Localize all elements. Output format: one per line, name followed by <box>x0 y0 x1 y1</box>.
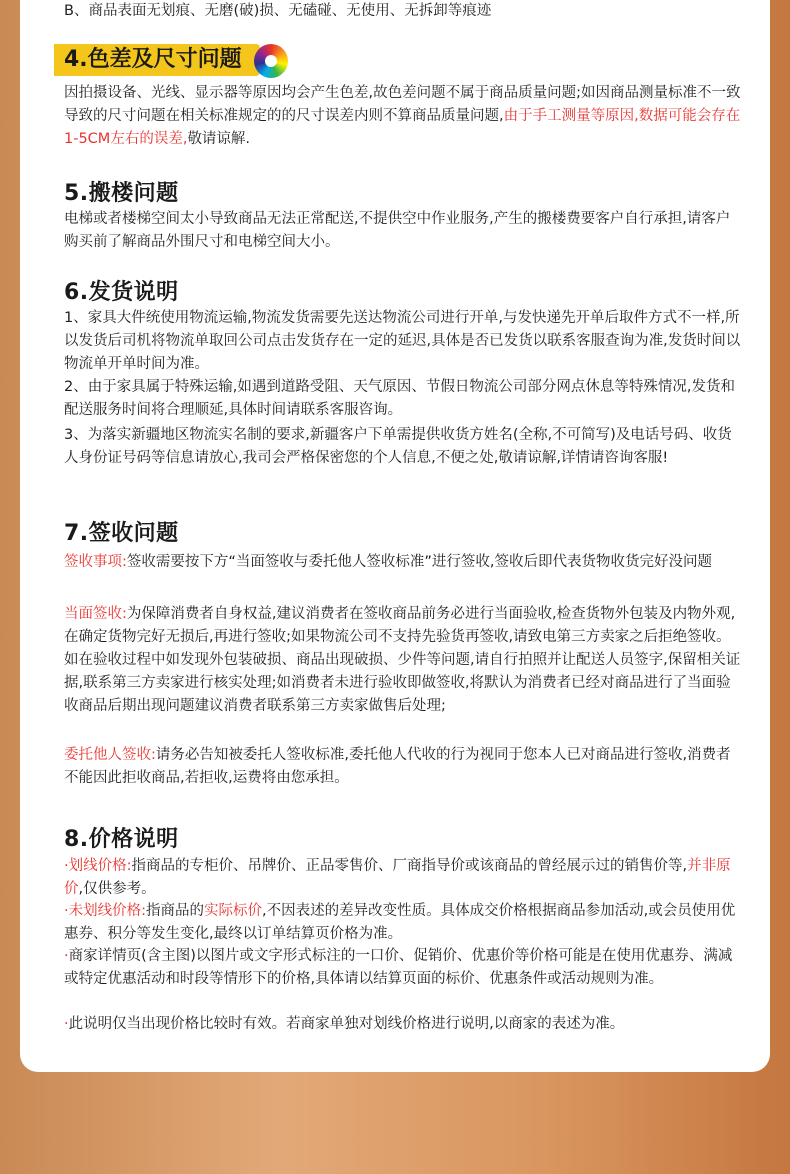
section-6-item-1: 1、家具大件统使用物流运输,物流发货需要先送达物流公司进行开单,与发快递先开单后取件方式不一样,所以发货后司机将物流单取回公司点击发货存在一定的延迟,具体是否已发货以联系客服查询为准,发货时间以物流单开单时间为准。 <box>64 310 741 372</box>
price-item-2: ·未划线价格:指商品的实际标价,不因表述的差异改变性质。具体成交价格根据商品参加活动,或会员使用优惠券、积分等发生变化,最终以订单结算页价格为准。 <box>64 903 736 942</box>
section-6-item-3: 3、为落实新疆地区物流实名制的要求,新疆客户下单需提供收货方姓名(全称,不可简写)及电话号码、收货人身份证号码等信息请放心,我司会严格保密您的个人信息,不便之处,敬请谅解,详情请咨询客服! <box>64 427 732 466</box>
section-5-text: 电梯或者楼梯空间太小导致商品无法正常配送,不提供空中作业服务,产生的搬楼费要客户自行承担,请客户购买前了解商品外围尺寸和电梯空间大小。 <box>64 211 731 250</box>
price-item-1: ·划线价格:指商品的专柜价、吊牌价、正品零售价、厂商指导价或该商品的曾经展示过的销售价等,并非原价,仅供参考。 <box>64 858 731 897</box>
proxy-sign: 委托他人签收:请务必告知被委托人签收标准,委托他人代收的行为视同于您本人已对商品进行签收,消费者不能因此拒收商品,若拒收,运费将由您承担。 <box>64 747 731 786</box>
condition-line: B、商品表面无划痕、无磨(破)损、无磕碰、无使用、无拆卸等痕迹 <box>64 3 492 19</box>
price-item-4: ·此说明仅当出现价格比较时有效。若商家单独对划线价格进行说明,以商家的表述为准。 <box>64 1016 625 1032</box>
section-4-title: 4.色差及尺寸问题 <box>54 44 260 76</box>
section-6-item-2: 2、由于家具属于特殊运输,如遇到道路受阻、天气原因、节假日物流公司部分网点休息等特殊情况,发货和配送服务时间将合理顺延,具体时间请联系客服咨询。 <box>64 379 735 418</box>
section-4-text: 因拍摄设备、光线、显示器等原因均会产生色差,故色差问题不属于商品质量问题;如因商品测量标准不一致导致的尺寸问题在相关标准规定的的尺寸误差内则不算商品质量问题,由于手工测量等原因,数据可能会存在1-5CM左右的误差,敬请谅解. <box>64 85 741 147</box>
section-8-title: 8.价格说明 <box>64 827 179 852</box>
color-wheel-icon <box>254 44 288 78</box>
price-item-3: ·商家详情页(含主图)以图片或文字形式标注的一口价、促销价、优惠价等价格可能是在使用优惠券、满减或特定优惠活动和时段等情形下的价格,具体请以结算页面的标价、优惠条件或活动规则为准。 <box>64 948 733 987</box>
section-7-title: 7.签收问题 <box>64 521 179 546</box>
in-person-sign: 当面签收:为保障消费者自身权益,建议消费者在签收商品前务必进行当面验收,检查货物外包装及内物外观,在确定货物完好无损后,再进行签收;如果物流公司不支持先验货再签收,请致电第三方卖家之后拒绝签收。如在验收过程中如发现外包装破损、商品出现破损、少件等问题,请自行拍照并让配送人员签字,保留相关证据,联系第三方卖家进行核实处理;如消费者未进行验收即做签收,将默认为消费者已经对商品进行了当面验收商品后期出现问题建议消费者联系第三方卖家做售后处理; <box>64 606 741 714</box>
sign-notes: 签收事项:签收需要按下方“当面签收与委托他人签收标准”进行签收,签收后即代表货物收货完好没问题 <box>64 554 713 570</box>
section-6-title: 6.发货说明 <box>64 280 179 305</box>
section-5-title: 5.搬楼问题 <box>64 181 179 206</box>
